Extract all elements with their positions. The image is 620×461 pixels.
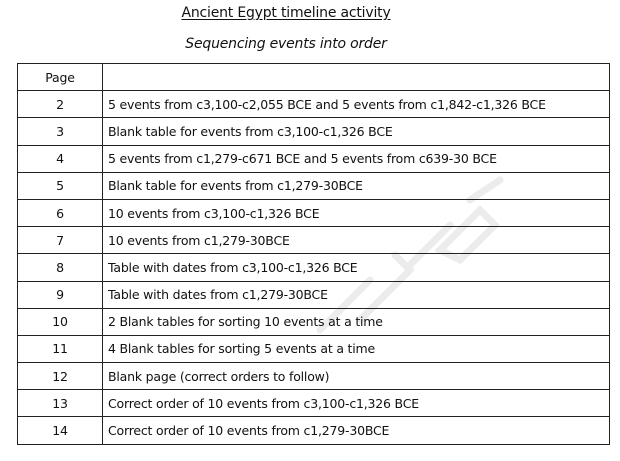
description-cell: Table with dates from c3,100-c1,326 BCE (103, 254, 610, 281)
header-page-cell: Page (18, 64, 103, 91)
description-cell: 10 events from c1,279-30BCE (103, 227, 610, 254)
page-number-cell: 4 (18, 145, 103, 172)
table-row (18, 281, 610, 308)
page-number-cell: 10 (18, 308, 103, 335)
description-cell: Blank page (correct orders to follow) (103, 363, 610, 390)
header-description-cell (103, 64, 610, 91)
table-row (18, 390, 610, 417)
description-cell: Blank table for events from c3,100-c1,326 BCE (103, 118, 610, 145)
table-row (18, 227, 610, 254)
table-row (18, 118, 610, 145)
table-row (18, 363, 610, 390)
page-number-cell: 6 (18, 199, 103, 226)
table-row (18, 308, 610, 335)
table-row (18, 91, 610, 118)
description-cell: Correct order of 10 events from c1,279-30BCE (103, 417, 610, 444)
description-cell: 4 Blank tables for sorting 5 events at a time (103, 335, 610, 362)
description-cell: Blank table for events from c1,279-30BCE (103, 172, 610, 199)
page-number-cell: 12 (18, 363, 103, 390)
page-number-cell: 9 (18, 281, 103, 308)
contents-table-body (18, 64, 610, 445)
page-number-cell: 3 (18, 118, 103, 145)
page-number-cell: 5 (18, 172, 103, 199)
page-number-cell: 14 (18, 417, 103, 444)
table-row (18, 172, 610, 199)
table-row (18, 199, 610, 226)
table-header-row (18, 64, 610, 91)
table-row (18, 335, 610, 362)
table-row (18, 417, 610, 444)
page-number-cell: 11 (18, 335, 103, 362)
description-cell: 5 events from c1,279-c671 BCE and 5 events from c639-30 BCE (103, 145, 610, 172)
page-number-cell: 2 (18, 91, 103, 118)
document-subtitle: Sequencing events into order (185, 36, 387, 52)
description-cell: Table with dates from c1,279-30BCE (103, 281, 610, 308)
description-cell: 2 Blank tables for sorting 10 events at a time (103, 308, 610, 335)
page-number-cell: 8 (18, 254, 103, 281)
table-row (18, 145, 610, 172)
page-number-cell: 13 (18, 390, 103, 417)
contents-table (17, 63, 610, 445)
description-cell: 5 events from c3,100-c2,055 BCE and 5 events from c1,842-c1,326 BCE (103, 91, 610, 118)
table-row (18, 254, 610, 281)
document-title: Ancient Egypt timeline activity (181, 5, 391, 21)
page-number-cell: 7 (18, 227, 103, 254)
description-cell: Correct order of 10 events from c3,100-c1,326 BCE (103, 390, 610, 417)
description-cell: 10 events from c3,100-c1,326 BCE (103, 199, 610, 226)
